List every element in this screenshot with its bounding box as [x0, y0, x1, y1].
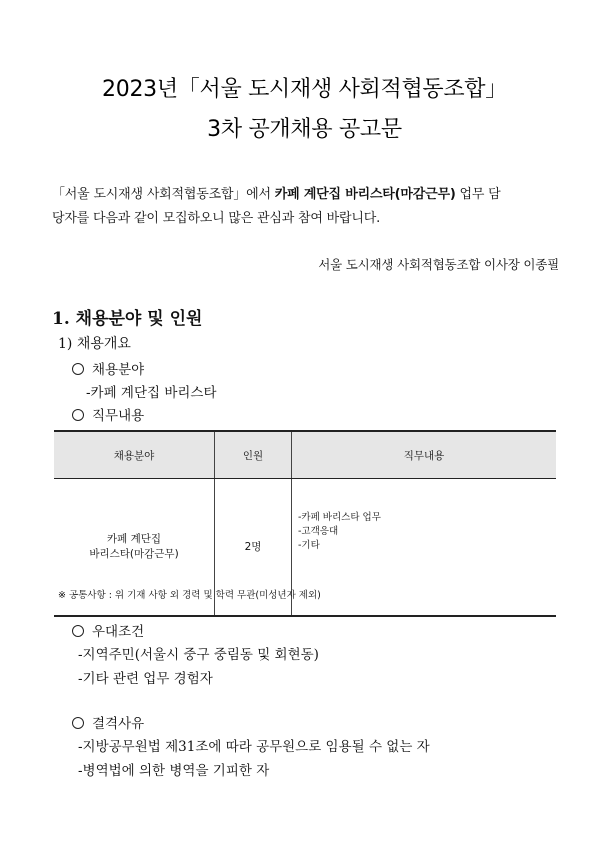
circle-bullet-icon: [72, 409, 84, 421]
duty-item: -카페 바리스타 업무: [298, 512, 381, 523]
table-header-duties: 직무내용: [292, 431, 557, 479]
field-label-row: [72, 358, 144, 378]
section-heading-1: 1. 채용분야 및 인원: [52, 309, 203, 329]
preferred-item: -기타 관련 업무 경험자: [78, 671, 213, 687]
circle-bullet-icon: [72, 625, 84, 637]
table-header-field: 채용분야: [54, 431, 215, 479]
intro-suffix: 업무 담: [455, 187, 501, 202]
duty-item: -고객응대: [298, 526, 339, 537]
disqualify-label-row: [72, 712, 144, 732]
preferred-label: 우대조건: [92, 624, 145, 640]
disqualify-item: -지방공무원법 제31조에 따라 공무원으로 임용될 수 없는 자: [78, 739, 430, 755]
page-subtitle: 3차 공개채용 공고문: [207, 117, 402, 142]
duties-label-row: [72, 404, 144, 424]
field-line-2: 바리스타(마감근무): [89, 548, 179, 560]
overview-heading: 1) 채용개요: [58, 336, 131, 352]
table-header-count: 인원: [215, 431, 292, 479]
intro-highlight: 카페 계단집 바리스타(마감근무): [274, 187, 456, 202]
intro-line-1: [52, 183, 501, 202]
circle-bullet-icon: [72, 363, 84, 375]
field-label: 채용분야: [92, 362, 145, 378]
intro-line-2: 당자를 다음과 같이 모집하오니 많은 관심과 참여 바랍니다.: [52, 211, 381, 226]
duties-label: 직무내용: [92, 408, 145, 424]
disqualify-label: 결격사유: [92, 716, 145, 732]
preferred-item: -지역주민(서울시 중구 중림동 및 회현동): [78, 647, 319, 663]
table-cell-count: 2명: [215, 479, 292, 617]
common-note: ※ 공통사항 : 위 기재 사항 외 경력 및 학력 무관(미성년자 제외): [58, 590, 321, 601]
disqualify-item: -병역법에 의한 병역을 기피한 자: [78, 763, 270, 779]
signature: 서울 도시재생 사회적협동조합 이사장 이종필: [318, 257, 559, 272]
intro-prefix: 「서울 도시재생 사회적협동조합」에서: [52, 187, 275, 202]
circle-bullet-icon: [72, 717, 84, 729]
page-title: 2023년「서울 도시재생 사회적협동조합」: [102, 77, 507, 102]
field-value: -카페 계단집 바리스타: [86, 385, 217, 401]
preferred-label-row: [72, 620, 144, 640]
duty-item: -기타: [298, 540, 320, 551]
field-line-1: 카페 계단집: [106, 533, 162, 545]
table-cell-duties: [292, 479, 557, 617]
table-header-row: [54, 431, 556, 479]
